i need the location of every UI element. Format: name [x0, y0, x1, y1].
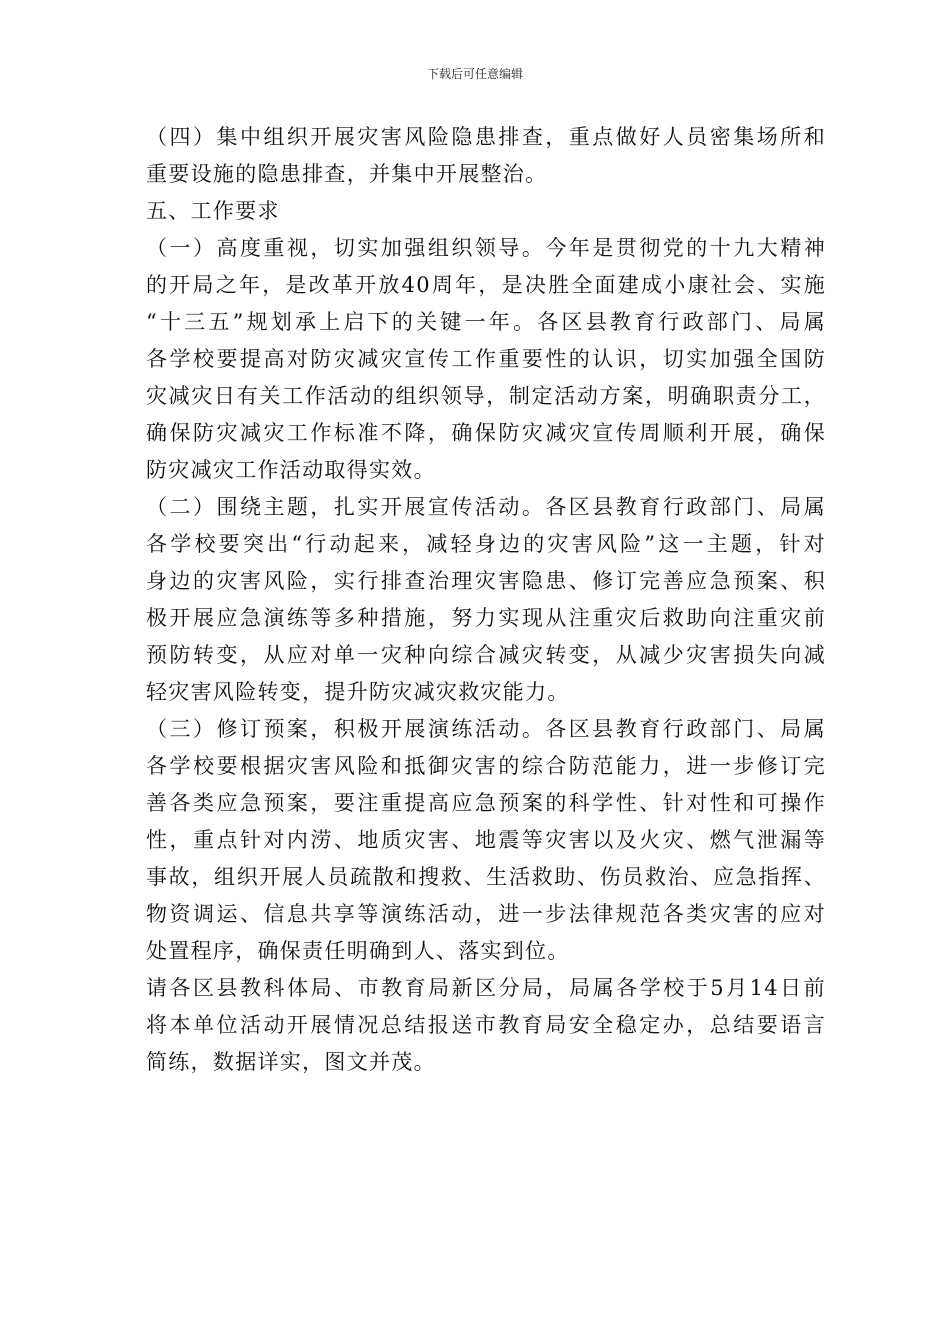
section-heading — [146, 193, 826, 230]
text-line: 各学校要提高对防灾减灾宣传工作重要性的认识，切实加强全国防 — [146, 347, 826, 371]
text-line: 性，重点针对内涝、地质灾害、地震等灾害以及火灾、燃气泄漏等 — [146, 828, 826, 852]
text-line: （三）修订预案，积极开展演练活动。各区县教育行政部门、局属 — [146, 717, 826, 741]
text-line: 灾减灾日有关工作活动的组织领导，制定活动方案，明确职责分工， — [146, 384, 826, 408]
text-line: 物资调运、信息共享等演练活动，进一步法律规范各类灾害的应对 — [146, 902, 826, 926]
text-line: 重要设施的隐患排查，并集中开展整治。 — [146, 162, 548, 186]
text-line: 处置程序，确保责任明确到人、落实到位。 — [146, 939, 570, 963]
text-line: 各学校要根据灾害风险和抵御灾害的综合防范能力，进一步修订完 — [146, 754, 826, 778]
text-line: “十三五”规划承上启下的关键一年。各区县教育行政部门、局属 — [146, 310, 826, 334]
text-line: 身边的灾害风险，实行排查治理灾害隐患、修订完善应急预案、积 — [146, 569, 826, 593]
text-line: 轻灾害风险转变，提升防灾减灾救灾能力。 — [146, 680, 570, 704]
text-line: 各学校要突出“行动起来，减轻身边的灾害风险”这一主题，针对 — [146, 532, 826, 556]
text-line: 请各区县教科体局、市教育局新区分局，局属各学校于5月14日前 — [146, 976, 826, 1000]
document-body — [146, 119, 826, 1081]
paragraph-requirement-3 — [146, 711, 826, 970]
text-line: 确保防灾减灾工作标准不降，确保防灾减灾宣传周顺利开展，确保 — [146, 421, 826, 445]
text-line: 简练，数据详实，图文并茂。 — [146, 1050, 436, 1074]
paragraph-requirement-1 — [146, 230, 826, 489]
text-line: （一）高度重视，切实加强组织领导。今年是贯彻党的十九大精神 — [146, 236, 826, 260]
text-line: 事故，组织开展人员疏散和搜救、生活救助、伤员救治、应急指挥、 — [146, 865, 826, 889]
page-header-note: 下载后可任意编辑 — [426, 67, 523, 81]
text-line: （二）围绕主题，扎实开展宣传活动。各区县教育行政部门、局属 — [146, 495, 826, 519]
text-line: 的开局之年，是改革开放40周年，是决胜全面建成小康社会、实施 — [146, 273, 826, 297]
text-line: 防灾减灾工作活动取得实效。 — [146, 458, 436, 482]
paragraph-item-4 — [146, 119, 826, 193]
text-line: 善各类应急预案，要注重提高应急预案的科学性、针对性和可操作 — [146, 791, 826, 815]
text-line: 将本单位活动开展情况总结报送市教育局安全稳定办，总结要语言 — [146, 1013, 826, 1037]
text-line: 极开展应急演练等多种措施，努力实现从注重灾后救助向注重灾前 — [146, 606, 826, 630]
text-line: 预防转变，从应对单一灾种向综合减灾转变，从减少灾害损失向减 — [146, 643, 826, 667]
paragraph-closing — [146, 970, 826, 1081]
text-line: （四）集中组织开展灾害风险隐患排查，重点做好人员密集场所和 — [146, 125, 826, 149]
paragraph-requirement-2 — [146, 489, 826, 711]
heading-line: 五、工作要求 — [146, 199, 280, 223]
